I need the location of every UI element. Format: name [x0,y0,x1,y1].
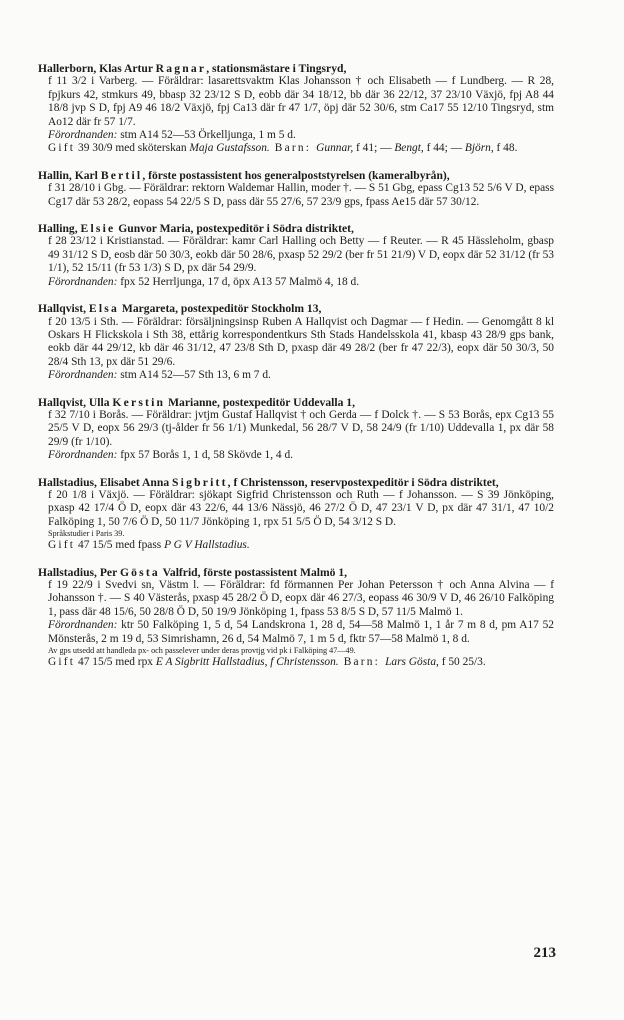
forordnanden-label: Förordnanden: [48,369,118,382]
barn-1: Lars Gösta, [385,656,439,669]
entry-body: f 31 28/10 i Gbg. — Föräldrar: rektorn Waldemar Hallin, moder †. — S 51 Gbg, epass Cg13 52 5/6 V D, epass Cg17 där 53 28/2, eopass 54 22/5 S D, pass där 55 27/6, 57 23/9 gps, fpass Ae15 där 57 30/12. [48,182,554,208]
entry-note: Språkstudier i Paris 39. [48,529,125,539]
forordnanden-label: Förordnanden: [48,275,118,288]
entry-forordnanden [38,276,554,289]
gift-spouse: P G V Hallstadius. [164,539,250,552]
entry-heading [38,566,554,579]
entry-body: f 19 22/9 i Svedvi sn, Västm l. — Föräldrar: fd förmannen Per Johan Petersson † och Anna Alvina — f Johansson †. — S 40 Västerås, pxasp 45 28/2 Ö D, eopx där 46 27/3, eopass 46 30/9 V D, 46 26/10 Falköping 1, pass där 48 15/6, 50 28/8 Ö D, 50 19/9 Jönköping 1, fpass 53 8/5 S D, 57 11/5 Malmö 1. [48,579,554,618]
entry-given-name: Gösta [119,565,160,579]
entry-body: f 11 3/2 i Varberg. — Föräldrar: lasarettsvaktm Klas Johansson † och Elisabeth — f Lundberg. — R 28, fpjkurs 42, stmkurs 49, bbasp 32 23/12 S D, eobb där 34 18/12, bb där 36 22/12, 37 23/10 Växjö, fpj A8 44 18/8 jvp S D, fpj A9 46 18/2 Växjö, fpj Ca13 där fr 47 1/7, öpj där 52 30/6, stm Ca17 55 12/10 Tingsryd, stm Ao12 där fr 57 1/7. [48,75,554,128]
entry-title: Valfrid, förste postassistent Malmö 1, [159,565,348,579]
gift-label: Gift [48,539,76,552]
barn-1: Gunnar, [316,142,354,155]
entry-hallstadius-sigbritt [38,476,554,553]
entry-heading [38,169,554,182]
entry-name: Hallstadius, Elisabet Anna [38,475,170,489]
entry-name: Hallerborn, Klas Artur [38,62,153,75]
forordnanden-text: stm A14 52—57 Sth 13, 6 m 7 d. [117,369,271,382]
entry-given-name: Ragnar [155,62,207,75]
gift-label: Gift [48,142,76,155]
barn-label: Barn: [269,142,317,155]
entry-family [38,142,554,155]
entry-hallerborn [38,62,554,156]
barn-3: Björn, [464,142,494,155]
barn-3-year: f 48. [493,142,518,155]
entry-given-name: Bertil [100,168,143,182]
entry-name: Hallqvist, Ulla [38,395,110,409]
entry-title: , stationsmästare i Tingsryd, [206,62,347,75]
entry-heading [38,222,554,235]
gift-label: Gift [48,656,76,669]
forordnanden-text: fpx 57 Borås 1, 1 d, 58 Skövde 1, 4 d. [117,449,293,462]
entry-family [38,539,554,552]
page [38,62,554,682]
entry-title: Marianne, postexpeditör Uddevalla 1, [165,395,355,409]
forordnanden-text: stm A14 52—53 Örkelljunga, 1 m 5 d. [117,129,296,142]
entry-hallin [38,169,554,209]
forordnanden-text: fpx 52 Herrljunga, 17 d, öpx A13 57 Malmö 4, 18 d. [117,275,360,288]
gift-spouse: E A Sigbritt Hallstadius, f Christensson. [155,656,339,669]
entry-body: f 20 13/5 i Sth. — Föräldrar: försäljningsinsp Ruben A Hallqvist och Dagmar — f Hedin. — Genomgått 8 kl Oskars H Flickskola i Sth 38, ettårig korrespondentkurs Sth Stads Handelsskola 41, kbasp 43 28/9 gps bank, eokb där 44 29/12, kb där 46 31/12, 47 23/8 Sth D, pxasp där 49 28/2 (ber fr 47 22/3), eopx där 50 30/3, 50 28/4 Sth 13, px där 51 29/6. [48,315,554,368]
page-number: 213 [533,945,556,961]
entry-body: f 20 1/8 i Växjö. — Föräldrar: sjökapt Sigfrid Christensson och Ruth — f Johansson. — S 39 Jönköping, pxasp 42 17/4 Ö D, eopx där 43 22/6, 44 13/6 Nässjö, 46 27/2 Ö D, 47 23/1 V D, px där 47 31/1, 47 10/2 Falköping 1, 50 7/6 Ö D, 50 11/7 Jönköping 1, rpx 51 5/5 Ö D, 54 3/12 S D. [48,488,554,528]
entry-given-name: Elsie [80,222,116,236]
forordnanden-label: Förordnanden: [48,449,118,462]
entry-body: f 32 7/10 i Borås. — Föräldrar: jvtjm Gustaf Hallqvist † och Gerda — f Dolck †. — S 53 Borås, epx Cg13 55 25/5 V D, eopx 56 29/3 (tj-ålder fr 56 1/1) Munkedal, 56 28/7 V D, 58 24/9 (fr 1/10) Uddevalla 1, px där 58 29/9 (fr 1/10). [48,408,554,448]
entry-heading [38,476,554,489]
entry-forordnanden [38,449,554,462]
entry-heading [38,302,554,315]
entry-title: , f Christensson, reservpostexpeditör i Södra distriktet, [227,475,499,489]
entry-forordnanden [38,619,554,646]
forordnanden-label: Förordnanden: [48,129,118,142]
gift-text: 39 30/9 med sköterskan [75,142,190,155]
barn-2: Bengt, [394,142,424,155]
entry-forordnanden [38,129,554,142]
barn-1-year: f 50 25/3. [438,656,486,669]
entry-heading [38,62,554,75]
forordnanden-text: ktr 50 Falköping 1, 5 d, 54 Landskrona 1, 28 d, 54—58 Malmö 1, 1 år 7 m 8 d, pm A17 52 Mönsterås, 2 m 19 d, 53 Simrishamn, 26 d, 54 Malmö 7, 1 m 5 d, fktr 57—58 Malmö 1, 8 d. [48,619,554,645]
entry-given-name: Sigbritt [172,475,228,489]
entry-name: Hallin, Karl [38,168,98,182]
gift-text: 47 15/5 med fpass [75,539,165,552]
entry-note: Av gps utsedd att handleda px- och passelever under deras provtjg vid pk i Falköping 47—49. [48,646,356,656]
entry-title: , förste postassistent hos generalpoststyrelsen (kameralbyrån), [142,168,450,182]
entry-hallqvist-elsa [38,302,554,382]
entry-hallstadius-gosta [38,566,554,670]
barn-1-year: f 41; — [353,142,395,155]
entry-name: Hallqvist, [38,302,86,316]
entry-given-name: Elsa [88,302,119,316]
barn-2-year: f 44; — [423,142,465,155]
entry-halling [38,222,554,289]
entry-family [38,656,554,669]
entry-body: f 28 23/12 i Kristianstad. — Föräldrar: kamr Carl Halling och Betty — f Reuter. — R 45 Hässleholm, gbasp 49 31/12 S D, eosb där 50 30/3, eokb där 50 28/6, pxasp 52 29/2 (ber fr 51 21/9) V D, eopx där 52 31/12 (fr 53 1/1), 52 15/11 (fr 53 1/3) S D, px där 54 29/9. [48,235,554,275]
entry-name: Hallstadius, Per [38,565,118,579]
entry-given-name: Kerstin [112,395,166,409]
entry-title: Margareta, postexpeditör Stockholm 13, [118,302,322,316]
barn-label: Barn: [338,656,386,669]
entry-title: Gunvor Maria, postexpeditör i Södra distriktet, [115,222,354,236]
entry-hallqvist-ulla [38,396,554,463]
gift-text: 47 15/5 med rpx [75,656,156,669]
forordnanden-label: Förordnanden: [48,619,118,632]
gift-spouse: Maja Gustafsson. [189,142,270,155]
entry-forordnanden [38,369,554,382]
entry-name: Halling, [38,222,78,236]
entry-heading [38,396,554,409]
